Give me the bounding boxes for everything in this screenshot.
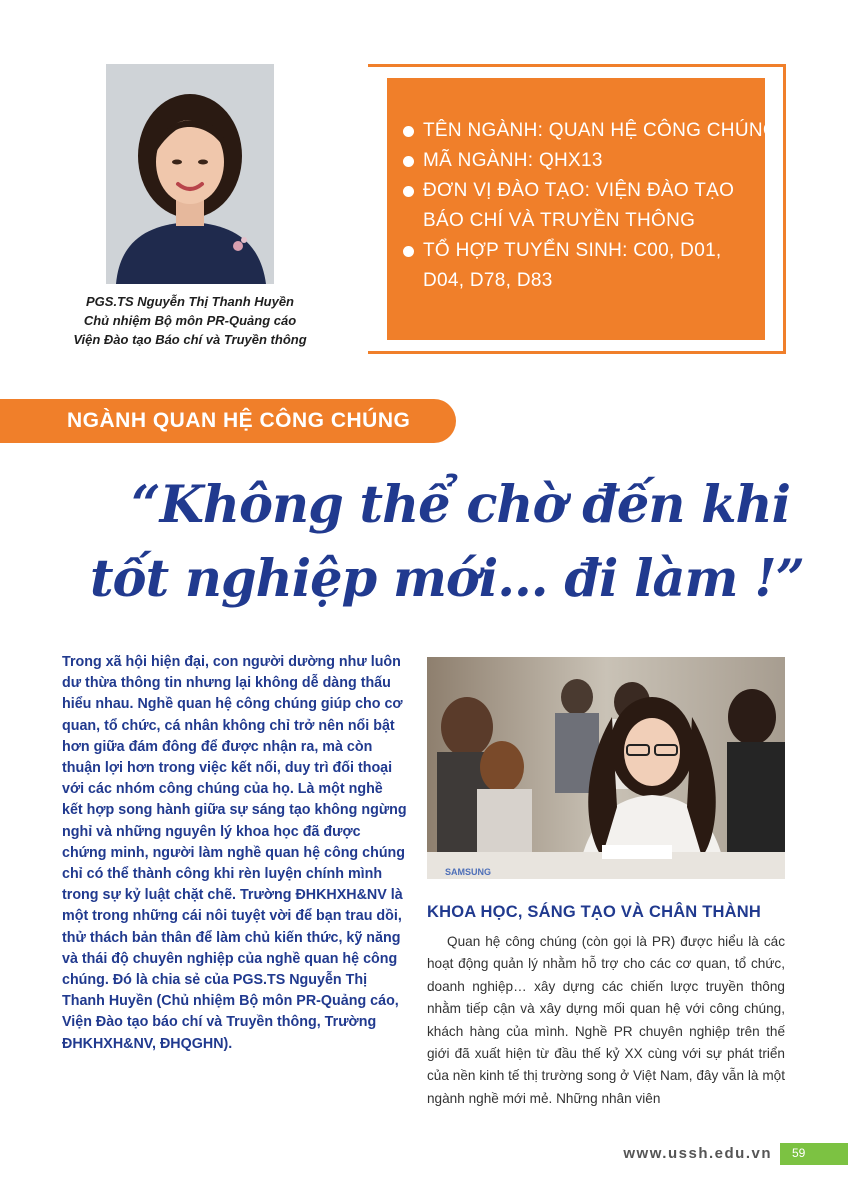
bullet-icon — [403, 126, 414, 137]
article-paragraph: Quan hệ công chúng (còn gọi là PR) được hiểu là các hoạt động quản lý nhằm hỗ trợ cho các cơ quan, tổ chức, doanh nghiệp… xây dựng các chiến lược truyền thông nhằm tiếp cận và xây dựng mối quan hệ với công chúng, khách hàng của mình. Nghề PR chuyên nghiệp trên thế giới đã xuất hiện từ đầu thế kỷ XX cùng với sự phát triển của nền kinh tế thị trường song ở Việt Nam, đây vẫn là một ngành nghề mới mẻ. Những nhân viên — [427, 934, 785, 1106]
caption-institute: Viện Đào tạo Báo chí và Truyền thông — [73, 332, 307, 347]
headline-line-2: tốt nghiệp mới... đi làm !” — [90, 549, 804, 609]
section-title: NGÀNH QUAN HỆ CÔNG CHÚNG — [67, 409, 411, 432]
page-number: 59 — [792, 1146, 806, 1160]
portrait-caption — [60, 292, 320, 349]
page-number-tab — [780, 1143, 848, 1165]
info-item-subject-groups-cont: D04, D78, D83 — [423, 270, 553, 291]
info-item-training-unit-cont: BÁO CHÍ VÀ TRUYỀN THÔNG — [423, 210, 696, 231]
info-item-program-code: MÃ NGÀNH: QHX13 — [403, 146, 778, 176]
intro-paragraph: Trong xã hội hiện đại, con người dường như luôn dư thừa thông tin nhưng lại không dễ dàng thấu hiểu nhau. Nghề quan hệ công chúng giúp cho cơ quan, tổ chức, cá nhân không chỉ trở nên nổi bật hơn giữa đám đông để được nhận ra, mà còn thuận lợi hơn trong việc kết nối, duy trì đối thoại với các nhóm công chúng của họ. Là một nghề kết hợp song hành giữa sự sáng tạo không ngừng nghỉ và những nguyên lý khoa học đã được chứng minh, người làm nghề quan hệ công chúng chỉ có thể thành công khi rèn luyện chính mình trong sự kỷ luật chặt chẽ. Trường ĐHKHXH&NV là một trong những cái nôi tuyệt vời để bạn trau dồi, thử thách bản thân để làm chủ kiến thức, kỹ năng và thái độ chuyên nghiệp của nghề quan hệ công chúng. Đó là chia sẻ của PGS.TS Nguyễn Thị Thanh Huyền (Chủ nhiệm Bộ môn PR-Quảng cáo, Viện Đào tạo báo chí và Truyền thông, Trường ĐHKHXH&NV, ĐHQGHN). — [62, 654, 407, 1052]
photo-brand-text: SAMSUNG — [445, 867, 492, 877]
bullet-icon — [403, 186, 414, 197]
program-info-box — [387, 78, 778, 340]
bullet-icon — [403, 156, 414, 167]
portrait-photo — [106, 64, 274, 284]
caption-name: PGS.TS Nguyễn Thị Thanh Huyền — [85, 294, 294, 309]
classroom-photo — [427, 657, 785, 879]
article-body — [427, 931, 785, 1110]
article-headline — [90, 468, 804, 616]
info-item-subject-groups: TỔ HỢP TUYỂN SINH: C00, D01, — [403, 236, 778, 266]
bullet-icon — [403, 246, 414, 257]
article-subheading: KHOA HỌC, SÁNG TẠO VÀ CHÂN THÀNH — [427, 903, 761, 921]
info-item-program-name: TÊN NGÀNH: QUAN HỆ CÔNG CHÚNG — [403, 116, 778, 146]
website-link[interactable]: www.ussh.edu.vn — [623, 1145, 772, 1162]
caption-position: Chủ nhiệm Bộ môn PR-Quảng cáo — [83, 313, 297, 328]
headline-line-1: “Không thể chờ đến khi — [131, 475, 790, 535]
info-item-training-unit: ĐƠN VỊ ĐÀO TẠO: VIỆN ĐÀO TẠO — [403, 176, 778, 206]
section-banner — [0, 399, 456, 443]
program-info-list — [403, 116, 778, 296]
